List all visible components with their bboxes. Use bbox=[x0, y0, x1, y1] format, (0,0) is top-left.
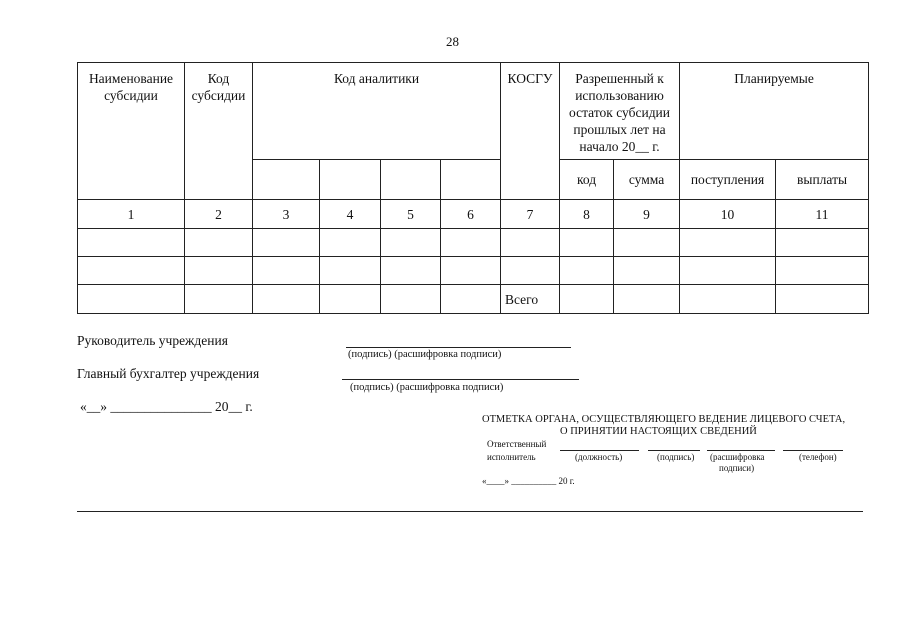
mark-title-line1: ОТМЕТКА ОРГАНА, ОСУЩЕСТВЛЯЮЩЕГО ВЕДЕНИЕ ЛИЦЕВОГО СЧЕТА, bbox=[482, 414, 846, 425]
column-number: 5 bbox=[381, 200, 441, 229]
column-number: 11 bbox=[776, 200, 869, 229]
column-number: 9 bbox=[614, 200, 680, 229]
header-allowed-balance: Разрешенный к использованию остаток субсидии прошлых лет на начало 20__ г. bbox=[560, 63, 680, 160]
header-subsidy-code: Код субсидии bbox=[185, 63, 253, 200]
analytics-cell bbox=[381, 160, 441, 200]
header-kosgu: КОСГУ bbox=[501, 63, 560, 200]
head-signature-line bbox=[346, 347, 571, 348]
phone-line bbox=[783, 450, 843, 451]
position-caption: (должность) bbox=[575, 452, 623, 462]
column-number: 10 bbox=[680, 200, 776, 229]
responsible-label: Ответственный bbox=[487, 439, 547, 449]
table-row bbox=[78, 257, 869, 285]
executor-label: исполнитель bbox=[487, 452, 536, 462]
decoding-caption: (расшифровка bbox=[710, 452, 765, 462]
column-number: 7 bbox=[501, 200, 560, 229]
table-total-row bbox=[78, 285, 869, 314]
date-line: «__» _______________ 20__ г. bbox=[80, 399, 253, 414]
header-allowed-code: код bbox=[560, 160, 614, 200]
column-number: 3 bbox=[253, 200, 320, 229]
bottom-rule bbox=[77, 511, 863, 512]
analytics-cell bbox=[320, 160, 381, 200]
column-number: 2 bbox=[185, 200, 253, 229]
analytics-cell bbox=[253, 160, 320, 200]
subsidy-table bbox=[77, 62, 869, 314]
signature-line bbox=[648, 450, 700, 451]
signature-caption: (подпись) bbox=[657, 452, 695, 462]
accountant-caption: (подпись) (расшифровка подписи) bbox=[350, 382, 504, 393]
table-row bbox=[78, 229, 869, 257]
header-planned-income: поступления bbox=[680, 160, 776, 200]
total-label: Всего bbox=[501, 285, 560, 314]
header-planned: Планируемые bbox=[680, 63, 869, 160]
column-number: 8 bbox=[560, 200, 614, 229]
header-analytics-code: Код аналитики bbox=[253, 63, 501, 160]
column-number: 6 bbox=[441, 200, 501, 229]
mark-date-line: «____» __________ 20 г. bbox=[482, 476, 575, 486]
column-number: 1 bbox=[78, 200, 185, 229]
header-subsidy-name: Наименование субсидии bbox=[78, 63, 185, 200]
header-planned-payments: выплаты bbox=[776, 160, 869, 200]
analytics-cell bbox=[441, 160, 501, 200]
head-caption: (подпись) (расшифровка подписи) bbox=[348, 349, 502, 360]
phone-caption: (телефон) bbox=[799, 452, 837, 462]
accountant-signature-line bbox=[342, 379, 579, 380]
column-number: 4 bbox=[320, 200, 381, 229]
decoding-caption-2: подписи) bbox=[719, 463, 755, 473]
page-number: 28 bbox=[446, 34, 459, 49]
decoding-line bbox=[707, 450, 775, 451]
mark-title-line2: О ПРИНЯТИИ НАСТОЯЩИХ СВЕДЕНИЙ bbox=[560, 426, 757, 437]
head-label: Руководитель учреждения bbox=[77, 333, 228, 348]
position-line bbox=[560, 450, 639, 451]
header-allowed-sum: сумма bbox=[614, 160, 680, 200]
accountant-label: Главный бухгалтер учреждения bbox=[77, 366, 260, 381]
